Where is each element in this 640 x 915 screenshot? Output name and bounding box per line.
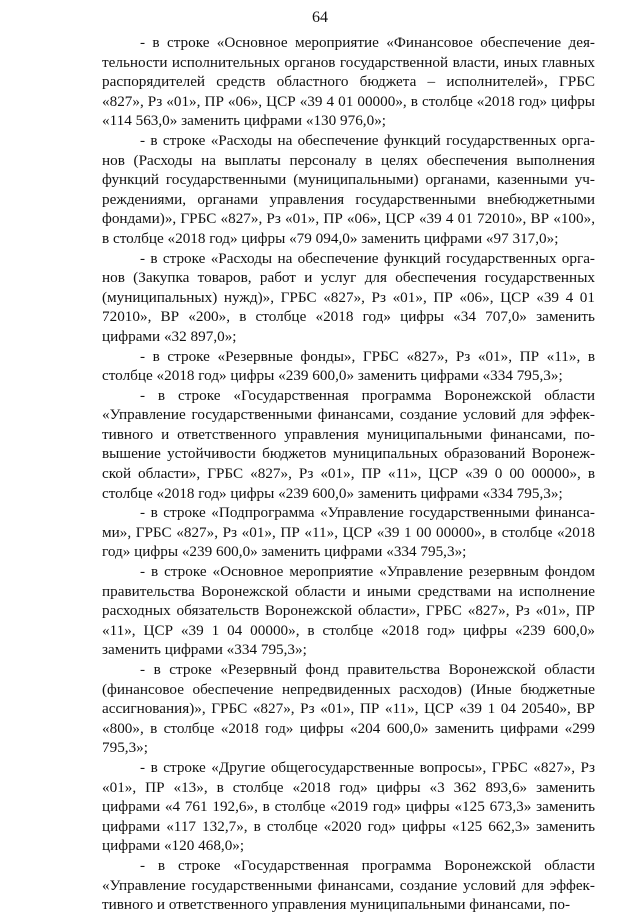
paragraph-8: - в строке «Резервный фонд правительства Воронежской области (финансовое обеспечение непредвиденных расходов) (Иные бюджетные ассигнования)», ГРБС «827», Рз «01», ПР «11», ЦСР «39 1 04 20540», ВР «800», в столбце «2018 год» цифры «204 600,0» заменить цифрами «299 795,3»; [102,661,595,757]
paragraph-2: - в строке «Расходы на обеспечение функций государственных орга-нов (Расходы на выплаты персоналу в целях обеспечения выполнения функций государственными (муниципальными) органами, казенными уч-реждениями, органами управления государственными внебюджетными фондами)», ГРБС «827», Рз «01», ПР «06», ЦСР «39 4 01 72010», ВР «100», в столбце «2018 год» цифры «79 094,0» заменить цифрами «97 317,0»; [102,131,595,247]
paragraph-1: - в строке «Основное мероприятие «Финансовое обеспечение дея-тельности исполнительных органов государственной власти, иных главных распорядителей средств областного бюджета – исполнителей», ГРБС «827», Рз «01», ПР «06», ЦСР «39 4 01 00000», в столбце «2018 год» цифры «114 563,0» заменить цифрами «130 976,0»; [102,34,595,130]
paragraph-7: - в строке «Основное мероприятие «Управление резервным фондом правительства Воронежской области и иными средствами на исполнение расходных обязательств Воронежской области», ГРБС «827», Рз «01», ПР «11», ЦСР «39 1 04 00000», в столбце «2018 год» цифры «239 600,0» заменить цифрами «334 795,3»; [102,563,595,659]
page-number: 64 [312,9,328,26]
paragraph-5: - в строке «Государственная программа Воронежской области «Управление государственными финансами, создание условий для эффек-тивного и ответственного управления муниципальными финансами, по-вышение устойчивости бюджетов муниципальных образований Воронеж-ской области», ГРБС «827», Рз «01», ПР «11», ЦСР «39 0 00 00000», в столбце «2018 год» цифры «239 600,0» заменить цифрами «334 795,3»; [102,386,595,502]
paragraph-6: - в строке «Подпрограмма «Управление государственными финанса-ми», ГРБС «827», Рз «01», ПР «11», ЦСР «39 1 00 00000», в столбце «2018 год» цифры «239 600,0» заменить цифрами «334 795,3»; [102,504,595,561]
paragraph-10: - в строке «Государственная программа Воронежской области «Управление государственными финансами, создание условий для эффек-тивного и ответственного управления муниципальными финансами, по- [102,856,595,914]
paragraph-3: - в строке «Расходы на обеспечение функций государственных орга-нов (Закупка товаров, работ и услуг для обеспечения государственных (муниципальных) нужд)», ГРБС «827», Рз «01», ПР «06», ЦСР «39 4 01 72010», ВР «200», в столбце «2018 год» цифры «34 707,0» заменить цифрами «32 897,0»; [102,249,595,345]
paragraph-9: - в строке «Другие общегосударственные вопросы», ГРБС «827», Рз «01», ПР «13», в столбце «2018 год» цифры «3 362 893,6» заменить цифрами «4 761 192,6», в столбце «2019 год» цифры «125 673,3» заменить цифрами «117 132,7», в столбце «2020 год» цифры «125 662,3» заменить цифрами «120 468,0»; [102,758,595,855]
document-body [102,33,595,915]
paragraph-4: - в строке «Резервные фонды», ГРБС «827», Рз «01», ПР «11», в столбце «2018 год» цифры «239 600,0» заменить цифрами «334 795,3»; [102,347,595,385]
